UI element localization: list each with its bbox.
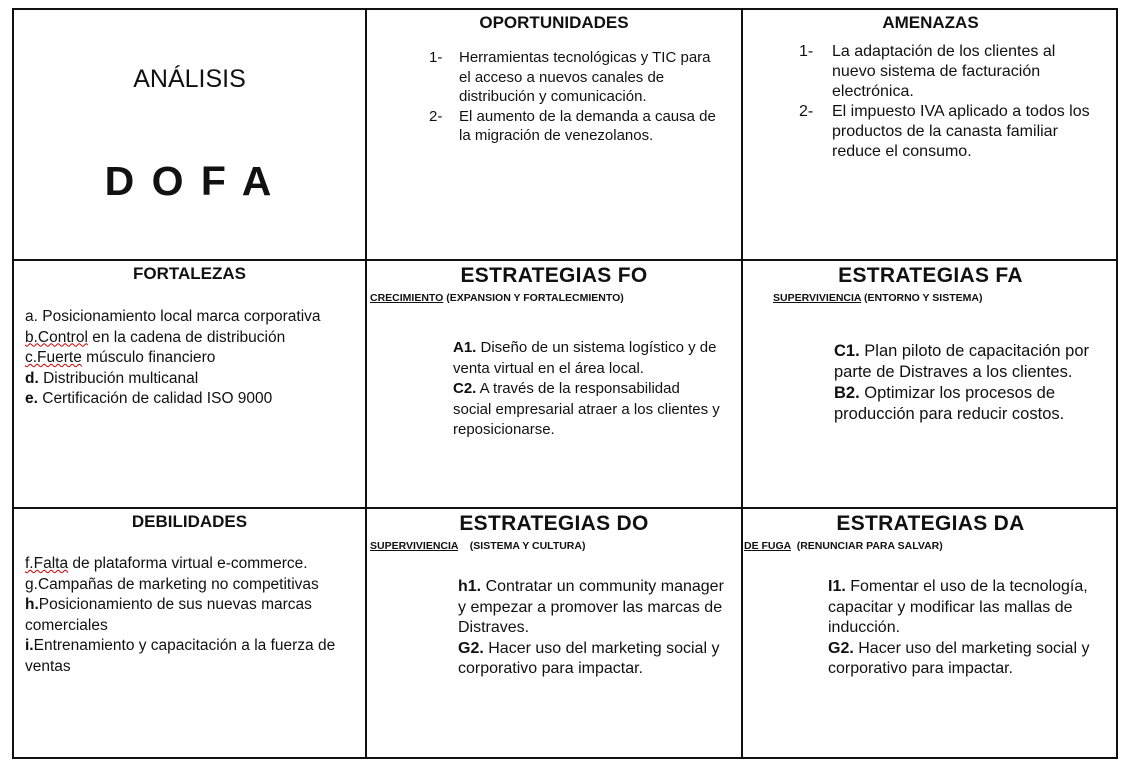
opportunity-item: 2- El aumento de la demanda a causa de la migración de venezolanos.: [429, 107, 716, 144]
opportunities-cell: [367, 10, 741, 259]
opportunities-header: OPORTUNIDADES: [479, 13, 629, 32]
fo-strategy-item: C2. A través de la responsabilidad social empresarial atraer a los clientes y reposicionarse.: [453, 380, 720, 438]
da-subtitle: DE FUGA (RENUNCIAR PARA SALVAR): [744, 540, 943, 552]
threat-item: 2- El impuesto IVA aplicado a todos los productos de la canasta familiar reduce el consumo.: [799, 103, 1090, 160]
do-subtitle: SUPERVIVIENCIA (SISTEMA Y CULTURA): [370, 540, 586, 552]
fo-subtitle: CRECIMIENTO (EXPANSION Y FORTALECMIENTO): [370, 292, 624, 304]
strengths-header: FORTALEZAS: [132, 264, 246, 283]
da-strategy-item: G2. Hacer uso del marketing social y corporativo para impactar.: [828, 639, 1090, 677]
fa-subtitle: SUPERVIVIENCIA (ENTORNO Y SISTEMA): [773, 292, 983, 304]
do-header: ESTRATEGIAS DO: [459, 512, 649, 535]
analysis-title: ANÁLISIS: [133, 65, 246, 93]
weakness-item: f.Falta de plataforma virtual e-commerce.: [25, 555, 308, 572]
analysis-title-cell: [14, 10, 365, 259]
threat-item: 1- La adaptación de los clientes al nuevo sistema de facturación electrónica.: [799, 43, 1056, 100]
dofa-matrix: [12, 8, 1118, 759]
fa-strategy-item: C1. Plan piloto de capacitación por parte de Distraves a los clientes.: [834, 342, 1090, 381]
strength-item: b.Control en la cadena de distribución: [25, 328, 286, 346]
threats-cell: [743, 10, 1118, 259]
fo-header: ESTRATEGIAS FO: [460, 264, 648, 287]
do-strategy-item: h1. Contratar un community manager y empezar a promover las marcas de Distraves.: [458, 578, 724, 636]
weakness-item: i.Entrenamiento y capacitación a la fuerza de ventas: [25, 637, 336, 675]
strength-item: d. Distribución multicanal: [25, 369, 199, 387]
strengths-cell: [14, 261, 365, 507]
strength-item: e. Certificación de calidad ISO 9000: [25, 390, 273, 407]
da-header: ESTRATEGIAS DA: [836, 512, 1025, 535]
fa-strategies-cell: [743, 261, 1118, 507]
do-strategies-cell: [367, 509, 741, 757]
threats-header: AMENAZAS: [882, 13, 979, 32]
strength-item: a. Posicionamiento local marca corporativa: [25, 308, 321, 325]
fa-strategy-item: B2. Optimizar los procesos de producción para reducir costos.: [834, 384, 1065, 423]
fo-strategies-cell: [367, 261, 741, 507]
da-strategies-cell: [743, 509, 1118, 757]
dofa-title: D O F A: [104, 158, 275, 204]
weaknesses-cell: [14, 509, 365, 757]
weakness-item: g.Campañas de marketing no competitivas: [25, 575, 319, 593]
do-strategy-item: G2. Hacer uso del marketing social y corporativo para impactar.: [458, 639, 720, 677]
da-strategy-item: I1. Fomentar el uso de la tecnología, capacitar y modificar las mallas de inducción.: [828, 578, 1088, 636]
strength-item: c.Fuerte músculo financiero: [25, 349, 216, 366]
opportunity-item: 1- Herramientas tecnológicas y TIC para el acceso a nuevos canales de distribución y comunicación.: [429, 49, 711, 105]
weakness-item: h.Posicionamiento de sus nuevas marcas comerciales: [25, 596, 312, 634]
fo-strategy-item: A1. Diseño de un sistema logístico y de venta virtual en el área local.: [453, 339, 717, 377]
weaknesses-header: DEBILIDADES: [131, 512, 248, 531]
fa-header: ESTRATEGIAS FA: [838, 264, 1023, 287]
